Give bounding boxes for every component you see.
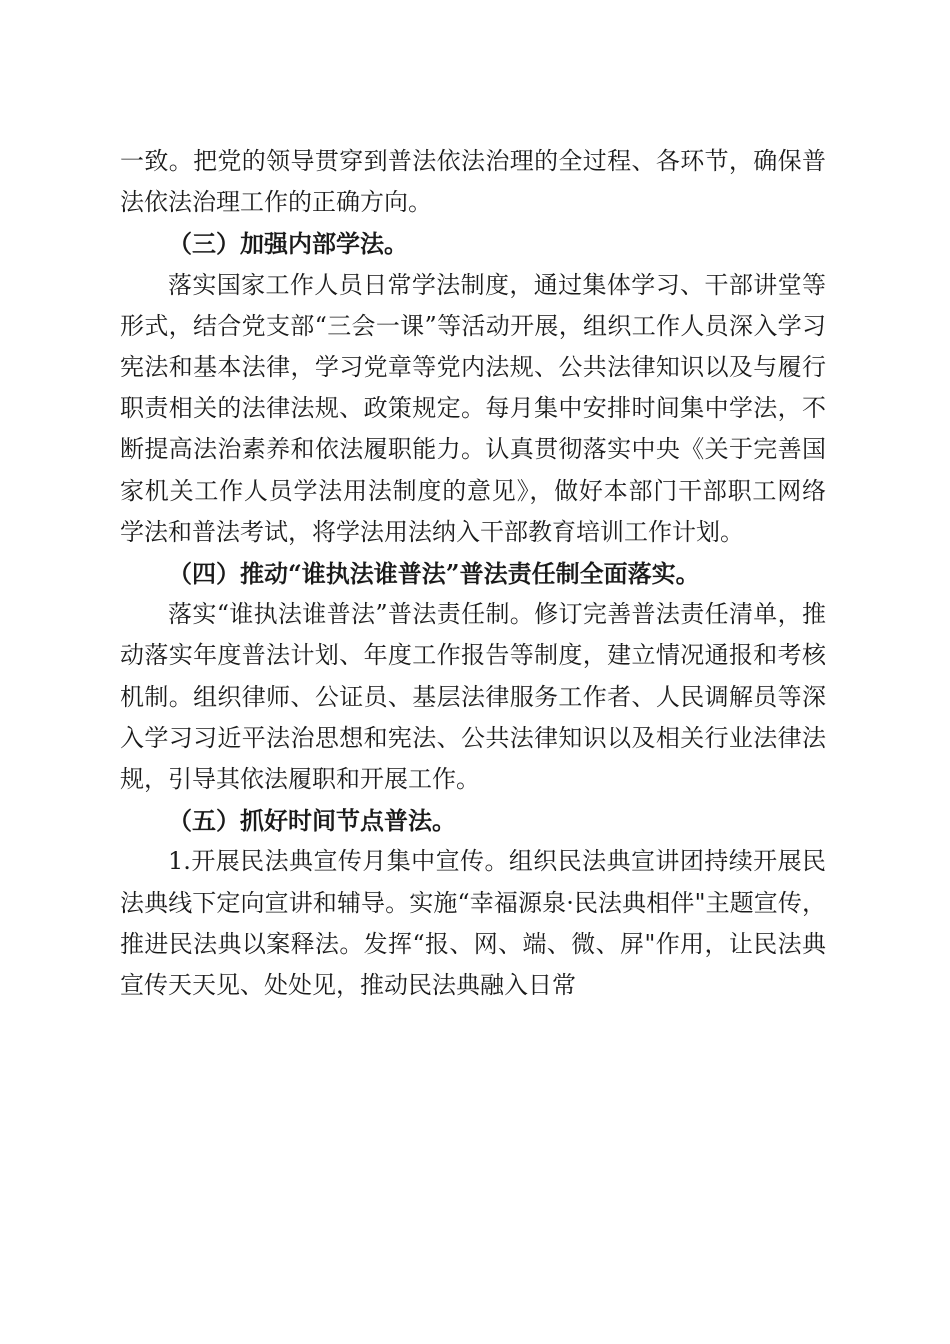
section-heading-4: （四）推动“谁执法谁普法”普法责任制全面落实。 <box>168 559 700 589</box>
paragraph-internal-study: 落实国家工作人员日常学法制度，通过集体学习、干部讲堂等形式，结合党支部“三会一课”等活动开展，组织工作人员深入学习宪法和基本法律，学习党章等党内法规、公共法律知识以及与履行职责相关的法律法规、政策规定。每月集中安排时间集中学法，不断提高法治素养和依法履职能力。认真贯彻落实中央《关于完善国家机关工作人员学法用法制度的意见》，做好本部门干部职工网络学法和普法考试，将学法用法纳入干部教育培训工作计划。 <box>120 270 826 546</box>
paragraph-intro-continuation: 一致。把党的领导贯穿到普法依法治理的全过程、各环节，确保普法依法治理工作的正确方向。 <box>120 147 826 217</box>
paragraph-civil-code-month: 1.开展民法典宣传月集中宣传。组织民法典宣讲团持续开展民法典线下定向宣讲和辅导。实施“幸福源泉·民法典相伴"主题宣传，推进民法典以案释法。发挥“报、网、端、微、屏"作用，让民法典宣传天天见、处处见，推动民法典融入日常 <box>120 847 826 1000</box>
section-heading-5: （五）抓好时间节点普法。 <box>168 806 456 836</box>
section-heading-3: （三）加强内部学法。 <box>168 229 408 259</box>
document-body <box>120 141 826 1006</box>
paragraph-responsibility-system: 落实“谁执法谁普法”普法责任制。修订完善普法责任清单，推动落实年度普法计划、年度工作报告等制度，建立情况通报和考核机制。组织律师、公证员、基层法律服务工作者、人民调解员等深入学习习近平法治思想和宪法、公共法律知识以及相关行业法律法规，引导其依法履职和开展工作。 <box>120 600 826 794</box>
